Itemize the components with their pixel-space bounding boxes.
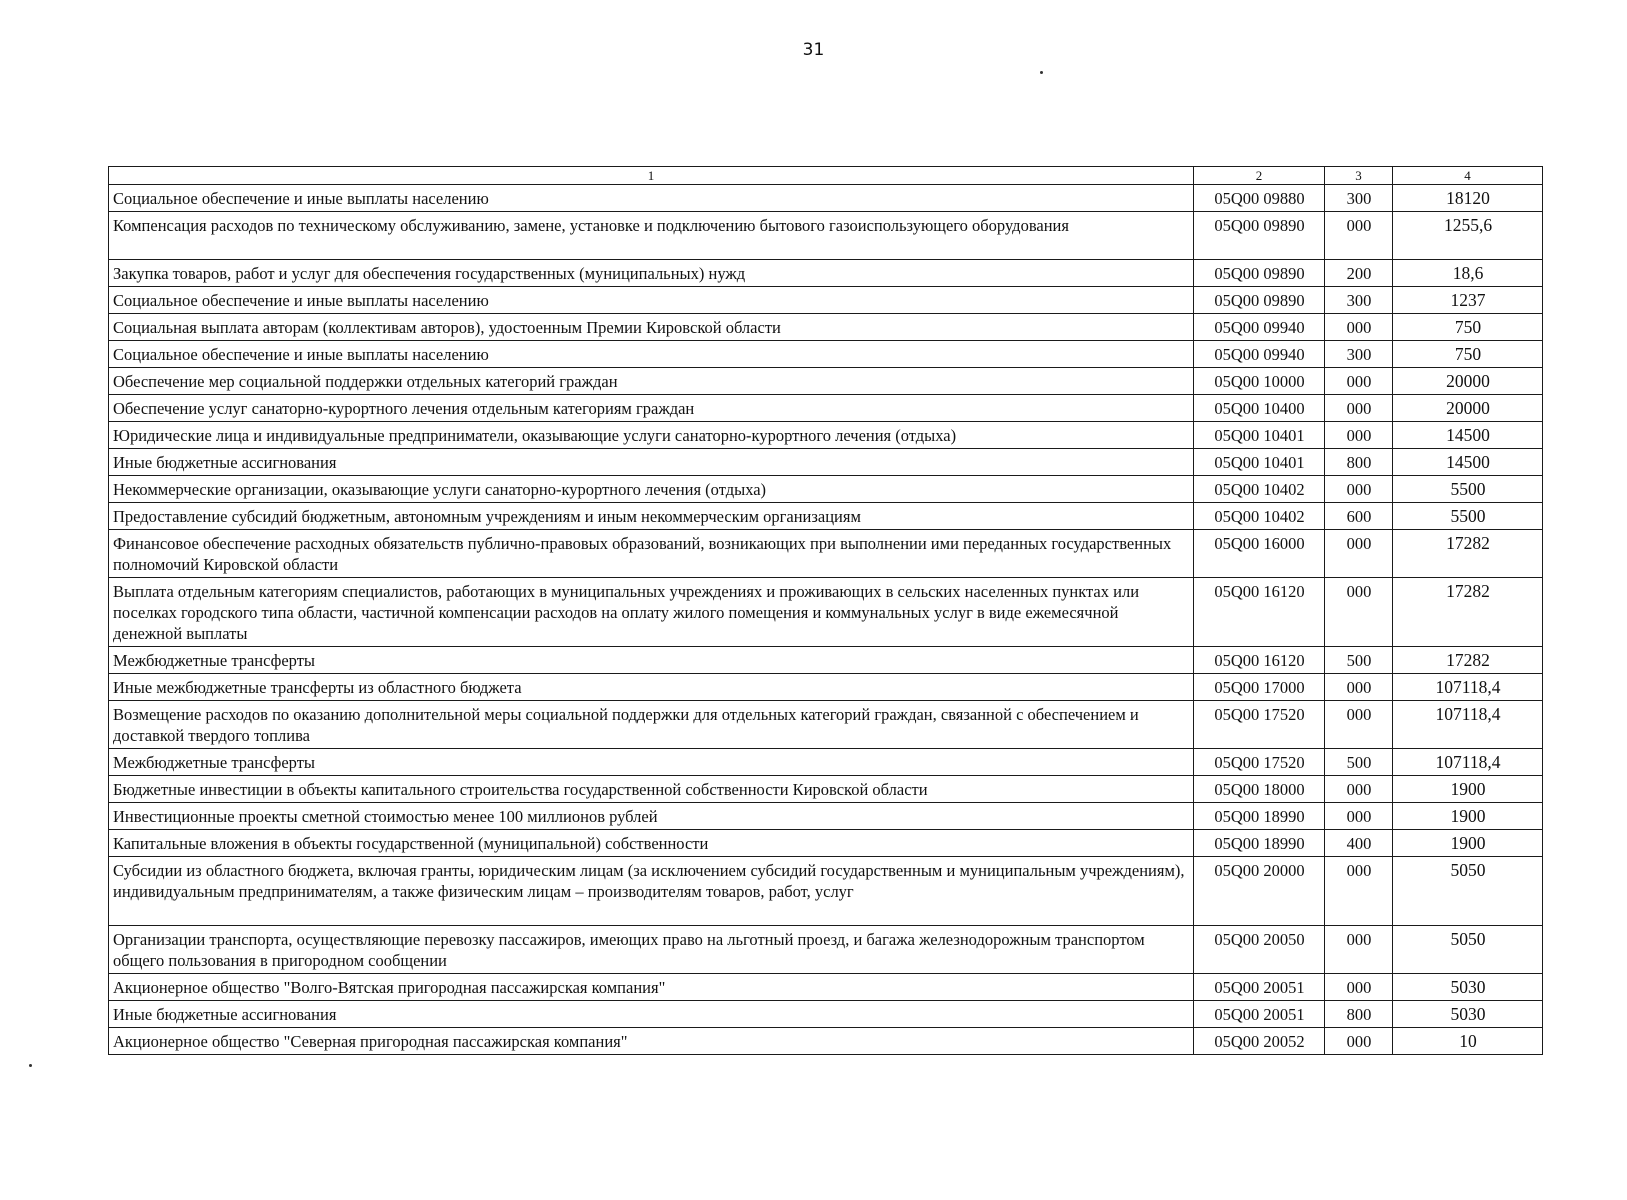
row-amount-cell: 1255,6 bbox=[1393, 212, 1543, 260]
row-code-cell: 05Q00 17520 bbox=[1194, 701, 1325, 749]
column-header-2: 2 bbox=[1194, 167, 1325, 185]
row-type-cell: 500 bbox=[1325, 749, 1393, 776]
table-row bbox=[109, 287, 1543, 314]
row-code-cell: 05Q00 17520 bbox=[1194, 749, 1325, 776]
column-header-4: 4 bbox=[1393, 167, 1543, 185]
row-name-cell: Иные межбюджетные трансферты из областного бюджета bbox=[109, 674, 1194, 701]
table-row bbox=[109, 185, 1543, 212]
row-type-cell: 000 bbox=[1325, 422, 1393, 449]
row-code-cell: 05Q00 09940 bbox=[1194, 314, 1325, 341]
row-amount-cell: 5050 bbox=[1393, 857, 1543, 926]
row-amount-cell: 107118,4 bbox=[1393, 674, 1543, 701]
row-code-cell: 05Q00 09880 bbox=[1194, 185, 1325, 212]
row-type-cell: 000 bbox=[1325, 314, 1393, 341]
row-amount-cell: 18120 bbox=[1393, 185, 1543, 212]
row-type-cell: 300 bbox=[1325, 185, 1393, 212]
row-type-cell: 000 bbox=[1325, 776, 1393, 803]
row-name-cell: Социальная выплата авторам (коллективам авторов), удостоенным Премии Кировской области bbox=[109, 314, 1194, 341]
row-type-cell: 500 bbox=[1325, 647, 1393, 674]
row-type-cell: 300 bbox=[1325, 341, 1393, 368]
row-amount-cell: 5030 bbox=[1393, 1001, 1543, 1028]
page-number: 31 bbox=[802, 40, 825, 60]
row-amount-cell: 5500 bbox=[1393, 503, 1543, 530]
row-code-cell: 05Q00 16000 bbox=[1194, 530, 1325, 578]
row-amount-cell: 5050 bbox=[1393, 926, 1543, 974]
row-type-cell: 800 bbox=[1325, 449, 1393, 476]
table-row bbox=[109, 260, 1543, 287]
table-row bbox=[109, 1001, 1543, 1028]
row-name-cell: Закупка товаров, работ и услуг для обеспечения государственных (муниципальных) нужд bbox=[109, 260, 1194, 287]
row-code-cell: 05Q00 09890 bbox=[1194, 287, 1325, 314]
row-name-cell: Возмещение расходов по оказанию дополнительной меры социальной поддержки для отдельных категорий граждан, связанной с обеспечением и доставкой твердого топлива bbox=[109, 701, 1194, 749]
row-code-cell: 05Q00 10401 bbox=[1194, 449, 1325, 476]
row-name-cell: Финансовое обеспечение расходных обязательств публично-правовых образований, возникающих при выполнении ими переданных государственных полномочий Кировской области bbox=[109, 530, 1194, 578]
row-amount-cell: 10 bbox=[1393, 1028, 1543, 1055]
row-name-cell: Социальное обеспечение и иные выплаты населению bbox=[109, 185, 1194, 212]
table-row bbox=[109, 803, 1543, 830]
table-row bbox=[109, 578, 1543, 647]
row-code-cell: 05Q00 18000 bbox=[1194, 776, 1325, 803]
row-code-cell: 05Q00 10000 bbox=[1194, 368, 1325, 395]
row-amount-cell: 750 bbox=[1393, 314, 1543, 341]
row-code-cell: 05Q00 09890 bbox=[1194, 212, 1325, 260]
table-row bbox=[109, 974, 1543, 1001]
table-row bbox=[109, 776, 1543, 803]
table-header-row bbox=[109, 167, 1543, 185]
row-type-cell: 000 bbox=[1325, 212, 1393, 260]
row-amount-cell: 17282 bbox=[1393, 647, 1543, 674]
row-code-cell: 05Q00 10402 bbox=[1194, 476, 1325, 503]
table-row bbox=[109, 449, 1543, 476]
table-row bbox=[109, 212, 1543, 260]
row-code-cell: 05Q00 10402 bbox=[1194, 503, 1325, 530]
row-code-cell: 05Q00 20000 bbox=[1194, 857, 1325, 926]
row-name-cell: Некоммерческие организации, оказывающие услуги санаторно-курортного лечения (отдыха) bbox=[109, 476, 1194, 503]
row-amount-cell: 5030 bbox=[1393, 974, 1543, 1001]
row-code-cell: 05Q00 20051 bbox=[1194, 974, 1325, 1001]
row-name-cell: Межбюджетные трансферты bbox=[109, 749, 1194, 776]
row-amount-cell: 5500 bbox=[1393, 476, 1543, 503]
row-amount-cell: 107118,4 bbox=[1393, 701, 1543, 749]
row-name-cell: Межбюджетные трансферты bbox=[109, 647, 1194, 674]
row-amount-cell: 14500 bbox=[1393, 449, 1543, 476]
row-type-cell: 000 bbox=[1325, 857, 1393, 926]
row-name-cell: Обеспечение услуг санаторно-курортного лечения отдельным категориям граждан bbox=[109, 395, 1194, 422]
row-name-cell: Выплата отдельным категориям специалистов, работающих в муниципальных учреждениях и проживающих в сельских населенных пунктах или поселках городского типа области, частичной компенсации расходов на оплату жилого помещения и коммунальных услуг в виде ежемесячной денежной выплаты bbox=[109, 578, 1194, 647]
row-type-cell: 000 bbox=[1325, 395, 1393, 422]
table-row bbox=[109, 830, 1543, 857]
budget-table bbox=[108, 166, 1543, 1055]
row-code-cell: 05Q00 20051 bbox=[1194, 1001, 1325, 1028]
row-name-cell: Юридические лица и индивидуальные предприниматели, оказывающие услуги санаторно-курортного лечения (отдыха) bbox=[109, 422, 1194, 449]
row-name-cell: Бюджетные инвестиции в объекты капитального строительства государственной собственности Кировской области bbox=[109, 776, 1194, 803]
row-amount-cell: 20000 bbox=[1393, 368, 1543, 395]
row-type-cell: 200 bbox=[1325, 260, 1393, 287]
table-row bbox=[109, 503, 1543, 530]
table-row bbox=[109, 926, 1543, 974]
row-name-cell: Иные бюджетные ассигнования bbox=[109, 1001, 1194, 1028]
row-code-cell: 05Q00 16120 bbox=[1194, 647, 1325, 674]
row-amount-cell: 17282 bbox=[1393, 530, 1543, 578]
row-name-cell: Капитальные вложения в объекты государственной (муниципальной) собственности bbox=[109, 830, 1194, 857]
scan-speck bbox=[1040, 71, 1043, 74]
row-type-cell: 000 bbox=[1325, 1028, 1393, 1055]
row-name-cell: Компенсация расходов по техническому обслуживанию, замене, установке и подключению бытового газоиспользующего оборудования bbox=[109, 212, 1194, 260]
row-type-cell: 800 bbox=[1325, 1001, 1393, 1028]
row-amount-cell: 14500 bbox=[1393, 422, 1543, 449]
budget-table-body bbox=[109, 167, 1543, 1055]
row-amount-cell: 1900 bbox=[1393, 803, 1543, 830]
table-row bbox=[109, 647, 1543, 674]
scan-speck bbox=[29, 1064, 32, 1067]
table-row bbox=[109, 674, 1543, 701]
table-row bbox=[109, 341, 1543, 368]
row-amount-cell: 107118,4 bbox=[1393, 749, 1543, 776]
table-row bbox=[109, 749, 1543, 776]
table-row bbox=[109, 368, 1543, 395]
row-amount-cell: 18,6 bbox=[1393, 260, 1543, 287]
row-amount-cell: 1237 bbox=[1393, 287, 1543, 314]
row-name-cell: Организации транспорта, осуществляющие перевозку пассажиров, имеющих право на льготный проезд, и багажа железнодорожным транспортом общего пользования в пригородном сообщении bbox=[109, 926, 1194, 974]
row-type-cell: 000 bbox=[1325, 674, 1393, 701]
table-row bbox=[109, 530, 1543, 578]
row-amount-cell: 1900 bbox=[1393, 776, 1543, 803]
row-type-cell: 000 bbox=[1325, 974, 1393, 1001]
row-name-cell: Обеспечение мер социальной поддержки отдельных категорий граждан bbox=[109, 368, 1194, 395]
row-name-cell: Инвестиционные проекты сметной стоимостью менее 100 миллионов рублей bbox=[109, 803, 1194, 830]
table-row bbox=[109, 314, 1543, 341]
row-code-cell: 05Q00 18990 bbox=[1194, 803, 1325, 830]
row-code-cell: 05Q00 09890 bbox=[1194, 260, 1325, 287]
row-type-cell: 000 bbox=[1325, 476, 1393, 503]
row-name-cell: Предоставление субсидий бюджетным, автономным учреждениям и иным некоммерческим организациям bbox=[109, 503, 1194, 530]
row-type-cell: 400 bbox=[1325, 830, 1393, 857]
row-amount-cell: 750 bbox=[1393, 341, 1543, 368]
row-type-cell: 000 bbox=[1325, 701, 1393, 749]
row-name-cell: Акционерное общество "Северная пригородная пассажирская компания" bbox=[109, 1028, 1194, 1055]
row-name-cell: Акционерное общество "Волго-Вятская пригородная пассажирская компания" bbox=[109, 974, 1194, 1001]
table-row bbox=[109, 1028, 1543, 1055]
column-header-1: 1 bbox=[109, 167, 1194, 185]
row-type-cell: 000 bbox=[1325, 578, 1393, 647]
row-type-cell: 000 bbox=[1325, 926, 1393, 974]
row-name-cell: Субсидии из областного бюджета, включая гранты, юридическим лицам (за исключением субсидий государственным и муниципальным учреждениям), индивидуальным предпринимателям, а также физическим лицам – производителям товаров, работ, услуг bbox=[109, 857, 1194, 926]
row-type-cell: 000 bbox=[1325, 803, 1393, 830]
column-header-3: 3 bbox=[1325, 167, 1393, 185]
row-type-cell: 000 bbox=[1325, 368, 1393, 395]
table-row bbox=[109, 395, 1543, 422]
row-code-cell: 05Q00 18990 bbox=[1194, 830, 1325, 857]
row-code-cell: 05Q00 10401 bbox=[1194, 422, 1325, 449]
row-amount-cell: 17282 bbox=[1393, 578, 1543, 647]
row-type-cell: 000 bbox=[1325, 530, 1393, 578]
table-row bbox=[109, 701, 1543, 749]
row-type-cell: 300 bbox=[1325, 287, 1393, 314]
row-name-cell: Социальное обеспечение и иные выплаты населению bbox=[109, 341, 1194, 368]
row-code-cell: 05Q00 09940 bbox=[1194, 341, 1325, 368]
row-amount-cell: 1900 bbox=[1393, 830, 1543, 857]
row-code-cell: 05Q00 16120 bbox=[1194, 578, 1325, 647]
row-code-cell: 05Q00 20050 bbox=[1194, 926, 1325, 974]
row-amount-cell: 20000 bbox=[1393, 395, 1543, 422]
row-name-cell: Иные бюджетные ассигнования bbox=[109, 449, 1194, 476]
row-type-cell: 600 bbox=[1325, 503, 1393, 530]
row-code-cell: 05Q00 17000 bbox=[1194, 674, 1325, 701]
table-row bbox=[109, 476, 1543, 503]
row-code-cell: 05Q00 10400 bbox=[1194, 395, 1325, 422]
table-row bbox=[109, 857, 1543, 926]
row-code-cell: 05Q00 20052 bbox=[1194, 1028, 1325, 1055]
table-row bbox=[109, 422, 1543, 449]
row-name-cell: Социальное обеспечение и иные выплаты населению bbox=[109, 287, 1194, 314]
